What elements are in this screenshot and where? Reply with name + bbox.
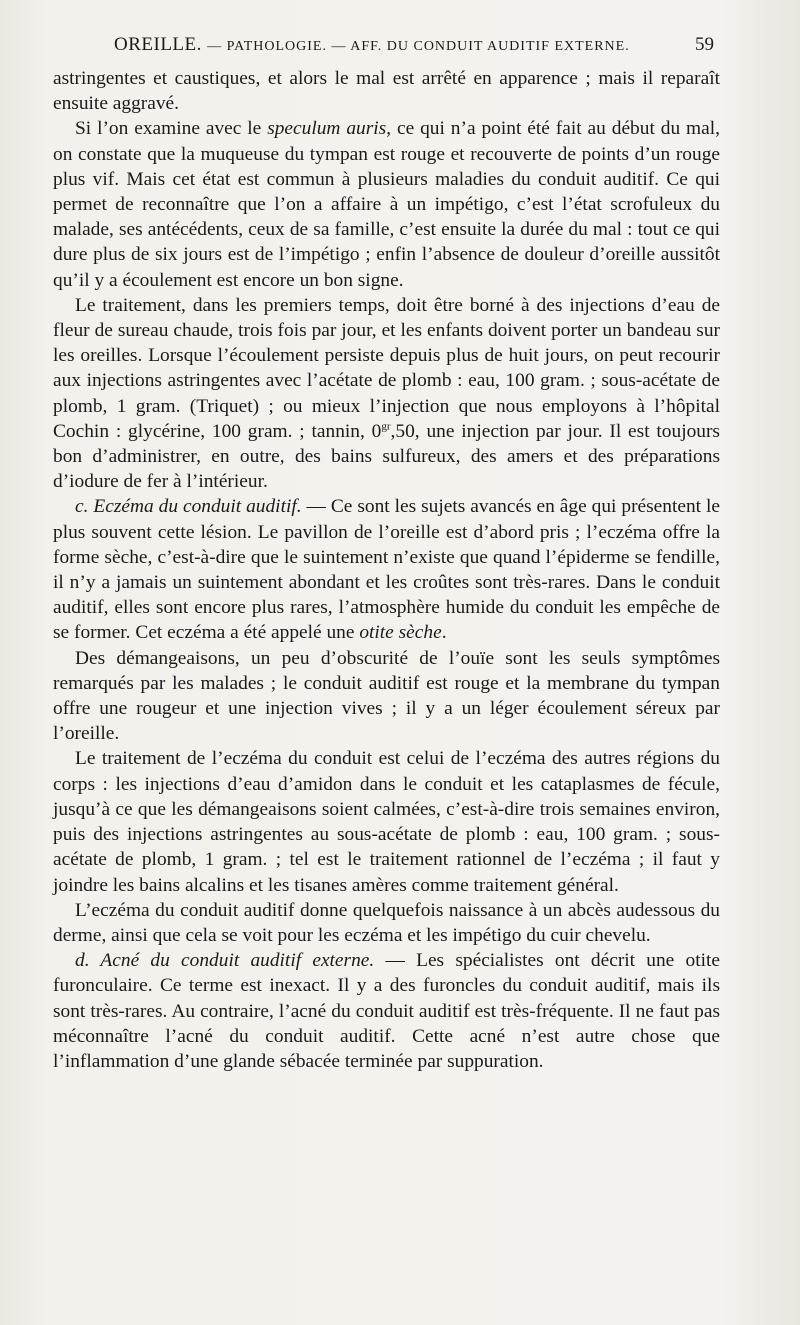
paragraph-text: astringentes et caustiques, et alors le mal est arrêté en apparence ; mais il reparaît ensuite aggravé.: [53, 68, 720, 115]
running-header: [52, 34, 714, 62]
superscript-text: gr: [381, 420, 391, 433]
paragraph: [53, 116, 720, 292]
italic-text: d. Acné du conduit auditif externe.: [75, 950, 375, 972]
paragraph-text: .: [441, 622, 447, 644]
body-text: [53, 66, 720, 1074]
italic-text: speculum auris: [267, 118, 387, 140]
paragraph: [53, 746, 720, 897]
paragraph-text: Le traitement, dans les premiers temps, doit être borné à des injections d’eau de fleur de sureau chaude, trois fois par jour, et les enfants doivent porter un bandeau sur les oreilles. Lorsque l’écoulement persiste depuis plus de huit jours, on peut recourir aux injections astringentes avec l’acétate de plomb : eau, 100 gram. ; sous-acétate de plomb, 1 gram. (Triquet) ; ou mieux l’injection que nous employons à l’hôpital Cochin : glycérine, 100 gram. ; tannin, 0: [53, 294, 720, 442]
paragraph: [53, 66, 720, 116]
paragraph-text: — Les spécialistes ont décrit une otite furonculaire. Ce terme est inexact. Il y a des furoncles du conduit auditif, mais ils sont très-rares. Au contraire, l’acné du conduit auditif est très-fréquente. Il ne faut pas méconnaître l’acné du conduit auditif. Cette acné n’est autre chose que l’inflammation d’une glande sébacée terminée par suppuration.: [53, 950, 720, 1072]
page-number: 59: [695, 34, 714, 55]
paragraph: [53, 293, 720, 495]
italic-text: c. Eczéma du conduit auditif.: [75, 496, 302, 518]
paragraph-text: Le traitement de l’eczéma du conduit est celui de l’eczéma des autres régions du corps : les injections d’eau d’amidon dans le conduit et les cataplasmes de fécule, jusqu’à ce que les démangeaisons soient calmées, c’est-à-dire trois semaines environ, puis des injections astringentes au sous-acétate de plomb : eau, 100 gram. ; sous-acétate de plomb, 1 gram. ; tel est le traitement rationnel de l’eczéma ; il faut y joindre les bains alcalins et les tisanes amères comme traitement général.: [53, 748, 720, 896]
paragraph: [53, 898, 720, 948]
paragraph: [53, 494, 720, 645]
paragraph-text: — Ce sont les sujets avancés en âge qui présentent le plus souvent cette lésion. Le pavillon de l’oreille est d’abord pris ; l’eczéma offre la forme sèche, c’est-à-dire que le suintement n’existe que quand l’épiderme se fendille, il n’y a jamais un suintement abondant et les croûtes sont très-rares. Dans le conduit auditif, elles sont encore plus rares, l’atmosphère humide du conduit les empêche de se former. Cet eczéma a été appelé une: [53, 496, 720, 644]
paragraph-text: Si l’on examine avec le: [75, 118, 268, 140]
running-title-section: — PATHOLOGIE. — AFF. DU CONDUIT AUDITIF EXTERNE.: [207, 39, 630, 54]
italic-text: otite sèche: [359, 622, 442, 644]
paragraph-text: ,50, une injection par jour. Il est toujours bon d’administrer, en outre, des bains sulfureux, des amers et des préparations d’iodure de fer à l’intérieur.: [53, 420, 720, 493]
paragraph-text: L’eczéma du conduit auditif donne quelquefois naissance à un abcès audessous du derme, ainsi que cela se voit pour les eczéma et les impétigo du cuir chevelu.: [53, 899, 720, 946]
running-title: [114, 34, 630, 56]
paragraph: [53, 646, 720, 747]
paragraph-text: Des démangeaisons, un peu d’obscurité de l’ouïe sont les seuls symptômes remarqués par les malades ; le conduit auditif est rouge et la membrane du tympan offre une rougeur et une injection vives ; il y a un léger écoulement séreux par l’oreille.: [53, 647, 720, 745]
paragraph-text: , ce qui n’a point été fait au début du mal, on constate que la muqueuse du tympan est rouge et recouverte de points d’un rouge plus vif. Mais cet état est commun à plusieurs maladies du conduit auditif. Ce qui permet de reconnaître que l’on a affaire à un impétigo, c’est l’état scrofuleux du malade, ses antécédents, ceux de sa famille, c’est ensuite la durée du mal : tout ce qui dure plus de six jours est de l’impétigo ; enfin l’absence de douleur d’oreille aussitôt qu’il y a écoulement est encore un bon signe.: [53, 118, 720, 291]
paragraph: [53, 948, 720, 1074]
running-title-main: OREILLE.: [114, 34, 202, 55]
